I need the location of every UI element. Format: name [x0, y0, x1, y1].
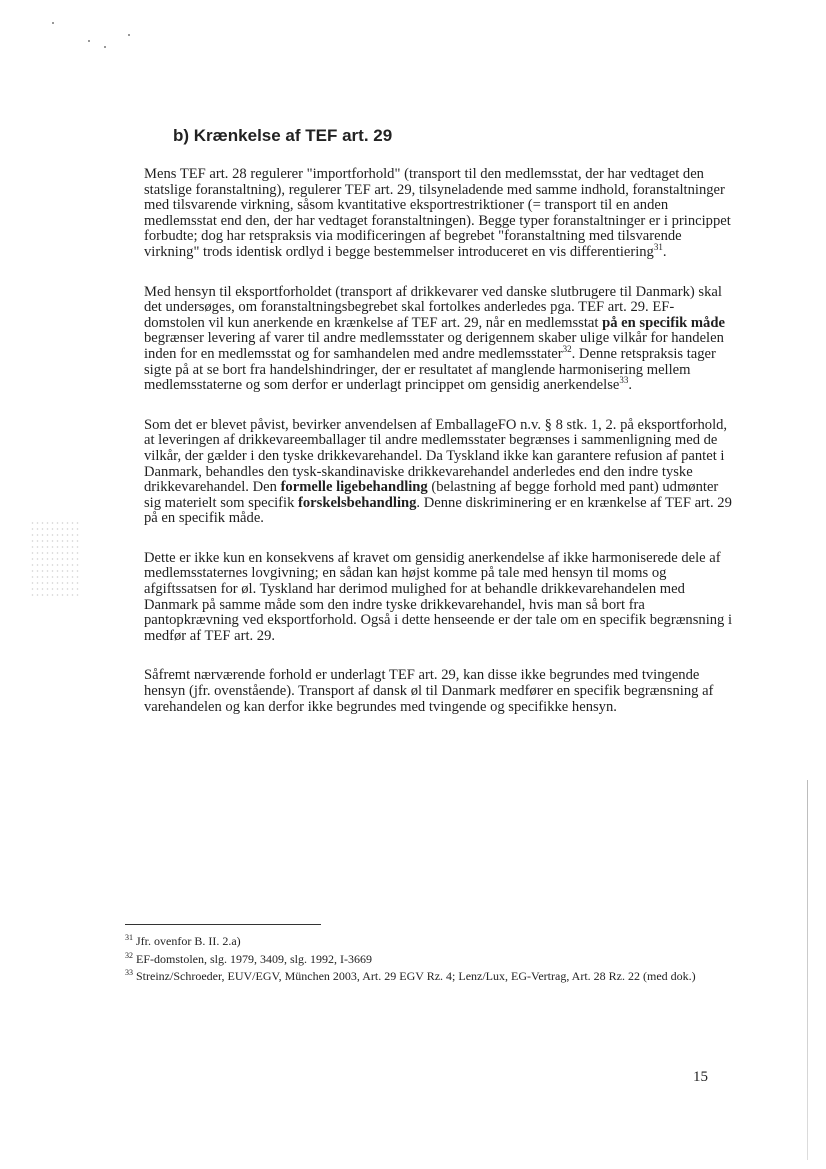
footnote-number: 32	[125, 950, 133, 960]
footnote	[125, 966, 715, 984]
paragraph-text: Såfremt nærværende forhold er underlagt TEF art. 29, kan disse ikke begrundes med tvingende hensyn (jfr. ovenstående). Transport af dansk øl til Danmark medfører en specifik begrænsning af varehandelen og kan derfor ikke begrundes med tvingende og specifikke hensyn.	[144, 667, 714, 715]
footnote-reference: 31	[653, 242, 663, 253]
scan-speck	[128, 34, 130, 36]
footnote	[125, 931, 715, 949]
paragraph-text: Mens TEF art. 28 regulerer "importforhold" (transport til den medlemsstat, der har vedtaget den statslige foranstaltning), regulerer TEF art. 29, tilsyneladende med samme indhold, foranstaltninger med tilsvarende virkning, såsom kvantitative eksportrestriktioner (= transport til en anden medlemsstat end den, der har vedtaget foranstaltningen). Begge typer foranstaltninger er i princippet forbudte; dog har retspraksis via modificeringen af begrebet "foranstaltning med tilsvarende virkning" trods identisk ordlyd i begge bestemmelser introduceret en vis differentiering	[144, 166, 731, 260]
footnote	[125, 949, 715, 967]
section-heading: b) Krænkelse af TEF art. 29	[173, 126, 393, 145]
body-text	[144, 167, 734, 739]
footnote-number: 31	[125, 933, 133, 942]
footnote-text: EF-domstolen, slg. 1979, 3409, slg. 1992, I-3669	[136, 951, 372, 966]
paragraph-text: Som det er blevet påvist, bevirker anvendelsen af EmballageFO n.v. § 8 stk. 1, 2. på eksportforhold, at leveringen af drikkevareemballager til andre medlemsstater begrænses i sammenligning med de vilkår, der gælder i den tyske drikkevarehandel. Da Tyskland ikke kan garantere refusion af pantet i Danmark, behandles den tysk-skandinaviske drikkevarehandel anderledes end den indre tyske drikkevarehandel. Den	[144, 416, 728, 496]
footnote-text: Jfr. ovenfor B. II. 2.a)	[136, 934, 241, 948]
footnotes	[125, 924, 715, 984]
bold-text: på en specifik måde	[602, 314, 725, 331]
footnote-reference: 33	[619, 375, 629, 386]
paragraph-text: Med hensyn til eksportforholdet (transport af drikkevarer ved danske slutbrugere til Danmark) skal det undersøges, om foranstaltningsbegrebet skal fortolkes anderledes pga. TEF art. 29. EF-domstolen vil kun anerkende en krænkelse af TEF art. 29, når en medlemsstat	[144, 283, 722, 331]
scan-artifact	[30, 520, 80, 600]
scan-edge-line	[807, 780, 808, 1160]
footnote-reference: 32	[562, 344, 572, 355]
body-paragraph	[144, 418, 734, 527]
paragraph-text: .	[628, 377, 633, 394]
footnote-number: 33	[125, 968, 133, 977]
scan-speck	[88, 40, 90, 42]
body-paragraph	[144, 285, 734, 394]
scan-speck	[104, 46, 106, 48]
paragraph-text: . Denne diskriminering er en krænkelse af TEF art. 29 på en specifik måde.	[144, 494, 732, 527]
paragraph-text: (belastning af begge forhold med pant) udmønter sig materielt som specifik	[144, 479, 719, 511]
page-number: 15	[693, 1069, 708, 1085]
scan-speck	[52, 22, 54, 24]
body-paragraph	[144, 668, 734, 715]
paragraph-text: Dette er ikke kun en konsekvens af kravet om gensidig anerkendelse af ikke harmoniserede dele af medlemsstaternes lovgivning; en sådan kan højst komme på tale med hensyn til moms og afgiftssatsen for øl. Tyskland har derimod mulighed for at behandle drikkevarehandelen med Danmark på samme måde som den indre tyske drikkevarehandel, hvis man så bort fra pantopkrævning ved eksportforhold. Også i dette henseende er der tale om en specifik begrænsning i medfør af TEF art. 29.	[144, 549, 733, 644]
paragraph-text: .	[662, 243, 667, 260]
footnote-text: Streinz/Schroeder, EUV/EGV, München 2003, Art. 29 EGV Rz. 4; Lenz/Lux, EG-Vertrag, Art. 28 Rz. 22 (med dok.)	[136, 969, 696, 983]
body-paragraph	[144, 551, 734, 645]
body-paragraph	[144, 167, 734, 261]
paragraph-text: . Denne retspraksis tager sigte på at se bort fra handelshindringer, der er resultatet af manglende harmonisering mellem medlemsstaterne og som derfor er underlagt princippet om gensidig anerkendelse	[144, 345, 716, 394]
paragraph-text: begrænser levering af varer til andre medlemsstater og derigennem skaber ulige vilkår for handelen inden for en medlemsstat og for samhandelen med andre medlemsstater	[144, 330, 724, 362]
bold-text: forskelsbehandling	[298, 494, 417, 511]
bold-text: formelle ligebehandling	[280, 479, 428, 496]
footnote-rule	[125, 924, 321, 925]
